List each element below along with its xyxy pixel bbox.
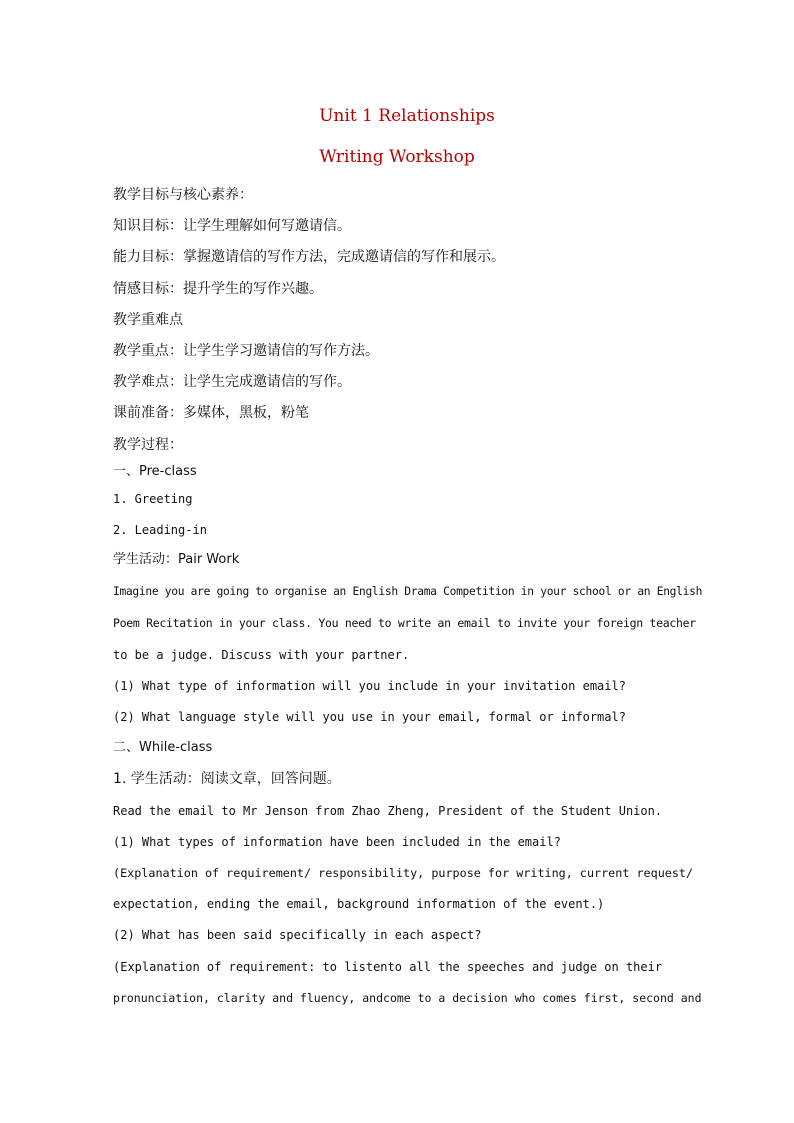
answer-line: pronunciation, clarity and fluency, andcome to a decision who comes first, second and [113,991,702,1005]
key-point: 教学重点：让学生学习邀请信的写作方法。 [113,343,379,359]
emotion-objective: 情感目标：提升学生的写作兴趣。 [113,281,323,297]
greeting-step: 1. Greeting [113,492,193,506]
section-heading-key-points: 教学重难点 [113,312,183,328]
document-subtitle: Writing Workshop [319,147,475,167]
paragraph-line: Imagine you are going to organise an English Drama Competition in your school or an English [113,585,703,598]
answer-line: (Explanation of requirement: to listento all the speeches and judge on their [113,960,663,974]
question-line: (2) What language style will you use in your email, formal or informal? [113,710,626,724]
paragraph-line: Poem Recitation in your class. You need to write an email to invite your foreign teacher [113,616,696,630]
question-line: (1) What type of information will you include in your invitation email? [113,679,626,693]
paragraph-line: Read the email to Mr Jenson from Zhao Zheng, President of the Student Union. [113,804,663,818]
difficult-point: 教学难点：让学生完成邀请信的写作。 [113,374,351,390]
question-line: (1) What types of information have been included in the email? [113,835,561,849]
while-class-heading: 二、While-class [113,740,213,755]
reading-activity: 1. 学生活动：阅读文章，回答问题。 [113,771,341,787]
question-line: (2) What has been said specifically in each aspect? [113,928,482,942]
pair-work-activity: 学生活动：Pair Work [113,552,240,567]
preparation: 课前准备：多媒体，黑板，粉笔 [113,405,309,421]
answer-line: (Explanation of requirement/ responsibility, purpose for writing, current request/ [113,866,694,880]
paragraph-line: to be a judge. Discuss with your partner. [113,648,410,662]
section-heading-objectives: 教学目标与核心素养： [113,187,253,203]
knowledge-objective: 知识目标：让学生理解如何写邀请信。 [113,218,351,234]
pre-class-heading: 一、Pre-class [113,464,197,479]
answer-line: expectation, ending the email, background information of the event.) [113,897,605,911]
section-heading-process: 教学过程： [113,437,183,453]
document-title: Unit 1 Relationships [319,106,495,126]
leading-in-step: 2. Leading-in [113,523,207,537]
ability-objective: 能力目标：掌握邀请信的写作方法，完成邀请信的写作和展示。 [113,249,505,265]
